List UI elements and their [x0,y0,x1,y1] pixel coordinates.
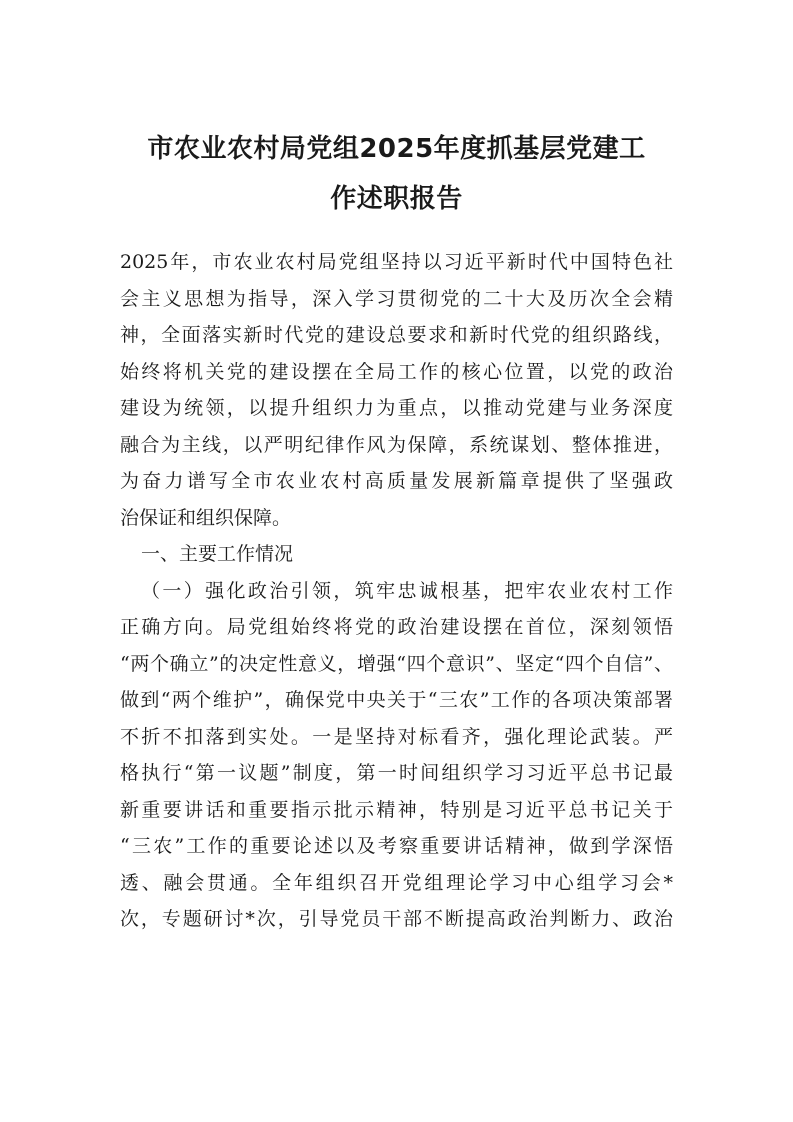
section1-line-3: “两个确立”的决定性意义，增强“四个意识”、坚定“四个自信”、 [120,652,673,675]
intro-line-6: 融合为主线，以严明纪律作风为保障，系统谋划、整体推进， [120,433,673,456]
intro-line-5: 建设为统领，以提升组织力为重点，以推动党建与业务深度 [120,397,673,419]
intro-line-2: 会主义思想为指导，深入学习贯彻党的二十大及历次全会精 [120,287,673,310]
section-heading: 一、主要工作情况 [141,543,294,565]
section1-line-10: 次，专题研讨*次，引导党员干部不断提高政治判断力、政治 [120,908,673,930]
section1-line-7: 新重要讲话和重要指示批示精神，特别是习近平总书记关于 [120,798,673,821]
intro-line-8: 治保证和组织保障。 [120,506,292,529]
intro-line-4: 始终将机关党的建设摆在全局工作的核心位置，以党的政治 [120,360,673,383]
section1-line-5: 不折不扣落到实处。一是坚持对标看齐，强化理论武装。严 [120,725,673,748]
section1-line-6: 格执行“第一议题”制度，第一时间组织学习习近平总书记最 [120,762,673,784]
section1-line-2: 正确方向。局党组始终将党的政治建设摆在首位，深刻领悟 [120,616,673,638]
document-body [120,244,673,938]
intro-line-7: 为奋力谱写全市农业农村高质量发展新篇章提供了坚强政 [120,470,673,492]
intro-line-3: 神，全面落实新时代党的建设总要求和新时代党的组织路线， [120,324,673,346]
section1-line-1: （一）强化政治引领，筑牢忠诚根基，把牢农业农村工作 [141,579,673,602]
section1-line-9: 透、融会贯通。全年组织召开党组理论学习中心组学习会* [120,871,673,894]
document-title-line-2: 作述职报告 [330,184,463,214]
document-title-line-1: 市农业农村局党组2025年度抓基层党建工 [147,134,646,164]
intro-line-1: 2025年，市农业农村局党组坚持以习近平新时代中国特色社 [120,251,673,273]
section1-line-4: 做到“两个维护”，确保党中央关于“三农”工作的各项决策部署 [120,689,673,711]
section1-line-8: “三农”工作的重要论述以及考察重要讲话精神，做到学深悟 [120,835,673,857]
